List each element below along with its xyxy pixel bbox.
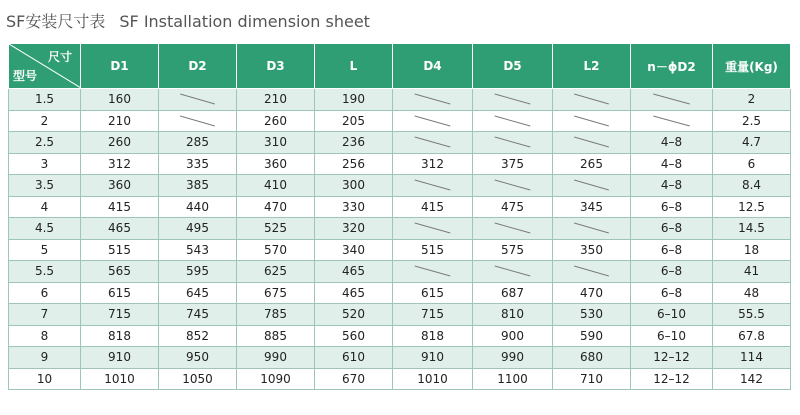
slash-icon xyxy=(553,89,630,109)
table-cell: 160 xyxy=(81,89,159,111)
table-cell: 470 xyxy=(237,196,315,218)
slash-icon xyxy=(553,132,630,152)
header-d4: D4 xyxy=(393,44,473,89)
table-cell: 350 xyxy=(553,239,631,261)
table-cell: 615 xyxy=(393,282,473,304)
not-applicable-slash xyxy=(553,110,631,132)
table-cell: 285 xyxy=(159,132,237,154)
table-cell: 6–10 xyxy=(631,304,713,326)
table-cell: 67.8 xyxy=(713,325,791,347)
table-cell: 6–8 xyxy=(631,239,713,261)
table-cell: 4.7 xyxy=(713,132,791,154)
table-cell: 543 xyxy=(159,239,237,261)
table-cell: 55.5 xyxy=(713,304,791,326)
table-cell: 675 xyxy=(237,282,315,304)
table-cell: 645 xyxy=(159,282,237,304)
table-cell: 12–12 xyxy=(631,368,713,390)
model-cell: 9 xyxy=(9,347,81,369)
model-cell: 2.5 xyxy=(9,132,81,154)
table-cell: 495 xyxy=(159,218,237,240)
slash-icon xyxy=(393,89,472,109)
corner-header xyxy=(9,44,81,89)
slash-icon xyxy=(393,132,472,152)
title-en: SF Installation dimension sheet xyxy=(119,12,370,31)
table-body xyxy=(9,89,791,390)
table-cell: 312 xyxy=(81,153,159,175)
table-cell: 48 xyxy=(713,282,791,304)
table-cell: 595 xyxy=(159,261,237,283)
table-cell: 385 xyxy=(159,175,237,197)
table-cell: 610 xyxy=(315,347,393,369)
title-zh: SF安装尺寸表 xyxy=(6,12,106,31)
table-cell: 625 xyxy=(237,261,315,283)
model-cell: 5 xyxy=(9,239,81,261)
slash-icon xyxy=(631,89,712,109)
table-cell: 6 xyxy=(713,153,791,175)
table-cell: 4–8 xyxy=(631,132,713,154)
table-cell: 312 xyxy=(393,153,473,175)
header-bolt-holes: n－ϕD2 xyxy=(631,44,713,89)
not-applicable-slash xyxy=(553,89,631,111)
not-applicable-slash xyxy=(159,110,237,132)
table-cell: 1010 xyxy=(81,368,159,390)
slash-icon xyxy=(553,261,630,281)
table-cell: 810 xyxy=(473,304,553,326)
header-d1: D1 xyxy=(81,44,159,89)
table-cell: 715 xyxy=(81,304,159,326)
installation-dimension-table xyxy=(8,43,791,390)
table-cell: 375 xyxy=(473,153,553,175)
not-applicable-slash xyxy=(393,132,473,154)
table-cell: 910 xyxy=(81,347,159,369)
header-weight: 重量(Kg) xyxy=(713,44,791,89)
table-row xyxy=(9,239,791,261)
table-row xyxy=(9,347,791,369)
slash-icon xyxy=(473,111,552,131)
table-cell: 1100 xyxy=(473,368,553,390)
model-cell: 8 xyxy=(9,325,81,347)
table-cell: 990 xyxy=(473,347,553,369)
table-cell: 1050 xyxy=(159,368,237,390)
table-cell: 465 xyxy=(81,218,159,240)
slash-icon xyxy=(473,218,552,238)
table-cell: 6–8 xyxy=(631,218,713,240)
model-cell: 3 xyxy=(9,153,81,175)
table-cell: 345 xyxy=(553,196,631,218)
table-cell: 2 xyxy=(713,89,791,111)
table-cell: 818 xyxy=(393,325,473,347)
not-applicable-slash xyxy=(553,175,631,197)
table-cell: 4–8 xyxy=(631,175,713,197)
not-applicable-slash xyxy=(473,218,553,240)
table-cell: 6–8 xyxy=(631,282,713,304)
not-applicable-slash xyxy=(473,175,553,197)
table-cell: 475 xyxy=(473,196,553,218)
model-cell: 6 xyxy=(9,282,81,304)
table-cell: 41 xyxy=(713,261,791,283)
header-d2: D2 xyxy=(159,44,237,89)
table-cell: 785 xyxy=(237,304,315,326)
slash-icon xyxy=(473,89,552,109)
table-row xyxy=(9,261,791,283)
table-cell: 320 xyxy=(315,218,393,240)
table-row xyxy=(9,282,791,304)
table-cell: 4–8 xyxy=(631,153,713,175)
header-d3: D3 xyxy=(237,44,315,89)
table-cell: 900 xyxy=(473,325,553,347)
slash-icon xyxy=(393,175,472,195)
model-cell: 3.5 xyxy=(9,175,81,197)
table-cell: 1090 xyxy=(237,368,315,390)
not-applicable-slash xyxy=(473,261,553,283)
table-cell: 6–8 xyxy=(631,261,713,283)
table-row xyxy=(9,368,791,390)
table-row xyxy=(9,132,791,154)
table-row xyxy=(9,89,791,111)
table-cell: 2.5 xyxy=(713,110,791,132)
table-row xyxy=(9,175,791,197)
table-cell: 210 xyxy=(237,89,315,111)
header-row xyxy=(9,44,791,89)
not-applicable-slash xyxy=(473,132,553,154)
table-cell: 205 xyxy=(315,110,393,132)
table-cell: 415 xyxy=(393,196,473,218)
table-row xyxy=(9,153,791,175)
table-cell: 715 xyxy=(393,304,473,326)
table-cell: 236 xyxy=(315,132,393,154)
table-cell: 615 xyxy=(81,282,159,304)
table-cell: 565 xyxy=(81,261,159,283)
table-cell: 190 xyxy=(315,89,393,111)
model-cell: 4.5 xyxy=(9,218,81,240)
table-cell: 515 xyxy=(393,239,473,261)
table-cell: 687 xyxy=(473,282,553,304)
table-cell: 560 xyxy=(315,325,393,347)
table-cell: 415 xyxy=(81,196,159,218)
table-cell: 6–10 xyxy=(631,325,713,347)
not-applicable-slash xyxy=(393,218,473,240)
slash-icon xyxy=(473,261,552,281)
table-cell: 8.4 xyxy=(713,175,791,197)
slash-icon xyxy=(553,218,630,238)
model-cell: 2 xyxy=(9,110,81,132)
header-l: L xyxy=(315,44,393,89)
table-cell: 340 xyxy=(315,239,393,261)
not-applicable-slash xyxy=(553,218,631,240)
table-cell: 570 xyxy=(237,239,315,261)
table-row xyxy=(9,110,791,132)
model-cell: 7 xyxy=(9,304,81,326)
header-l2: L2 xyxy=(553,44,631,89)
table-cell: 335 xyxy=(159,153,237,175)
table-cell: 18 xyxy=(713,239,791,261)
slash-icon xyxy=(631,111,712,131)
slash-icon xyxy=(473,175,552,195)
table-cell: 440 xyxy=(159,196,237,218)
table-cell: 590 xyxy=(553,325,631,347)
model-cell: 1.5 xyxy=(9,89,81,111)
table-cell: 265 xyxy=(553,153,631,175)
table-cell: 525 xyxy=(237,218,315,240)
table-cell: 142 xyxy=(713,368,791,390)
not-applicable-slash xyxy=(473,110,553,132)
not-applicable-slash xyxy=(553,261,631,283)
table-cell: 885 xyxy=(237,325,315,347)
model-cell: 4 xyxy=(9,196,81,218)
table-cell: 6–8 xyxy=(631,196,713,218)
slash-icon xyxy=(553,111,630,131)
not-applicable-slash xyxy=(631,89,713,111)
slash-icon xyxy=(159,89,236,109)
not-applicable-slash xyxy=(159,89,237,111)
table-cell: 330 xyxy=(315,196,393,218)
slash-icon xyxy=(393,261,472,281)
table-cell: 14.5 xyxy=(713,218,791,240)
table-cell: 256 xyxy=(315,153,393,175)
slash-icon xyxy=(393,218,472,238)
not-applicable-slash xyxy=(393,175,473,197)
slash-icon xyxy=(553,175,630,195)
not-applicable-slash xyxy=(393,261,473,283)
table-cell: 470 xyxy=(553,282,631,304)
table-cell: 530 xyxy=(553,304,631,326)
table-cell: 310 xyxy=(237,132,315,154)
table-row xyxy=(9,218,791,240)
table-cell: 520 xyxy=(315,304,393,326)
table-cell: 680 xyxy=(553,347,631,369)
not-applicable-slash xyxy=(393,110,473,132)
table-cell: 260 xyxy=(81,132,159,154)
model-cell: 5.5 xyxy=(9,261,81,283)
slash-icon xyxy=(473,132,552,152)
page-title xyxy=(6,9,370,32)
table-cell: 710 xyxy=(553,368,631,390)
table-cell: 515 xyxy=(81,239,159,261)
header-d5: D5 xyxy=(473,44,553,89)
slash-icon xyxy=(393,111,472,131)
table-cell: 360 xyxy=(81,175,159,197)
not-applicable-slash xyxy=(393,89,473,111)
table-cell: 300 xyxy=(315,175,393,197)
table-row xyxy=(9,304,791,326)
model-cell: 10 xyxy=(9,368,81,390)
corner-label-size: 尺寸 xyxy=(47,50,72,64)
table-row xyxy=(9,325,791,347)
table-cell: 12–12 xyxy=(631,347,713,369)
not-applicable-slash xyxy=(553,132,631,154)
table-cell: 670 xyxy=(315,368,393,390)
table-cell: 260 xyxy=(237,110,315,132)
table-cell: 410 xyxy=(237,175,315,197)
table-cell: 575 xyxy=(473,239,553,261)
table-cell: 210 xyxy=(81,110,159,132)
table-cell: 910 xyxy=(393,347,473,369)
table-cell: 745 xyxy=(159,304,237,326)
table-cell: 360 xyxy=(237,153,315,175)
table-cell: 818 xyxy=(81,325,159,347)
table-cell: 465 xyxy=(315,261,393,283)
table-cell: 1010 xyxy=(393,368,473,390)
not-applicable-slash xyxy=(473,89,553,111)
table-cell: 12.5 xyxy=(713,196,791,218)
table-cell: 465 xyxy=(315,282,393,304)
slash-icon xyxy=(159,111,236,131)
table-cell: 950 xyxy=(159,347,237,369)
table-cell: 114 xyxy=(713,347,791,369)
not-applicable-slash xyxy=(631,110,713,132)
corner-label-model: 型号 xyxy=(13,69,38,83)
table-cell: 990 xyxy=(237,347,315,369)
table-row xyxy=(9,196,791,218)
table-cell: 852 xyxy=(159,325,237,347)
